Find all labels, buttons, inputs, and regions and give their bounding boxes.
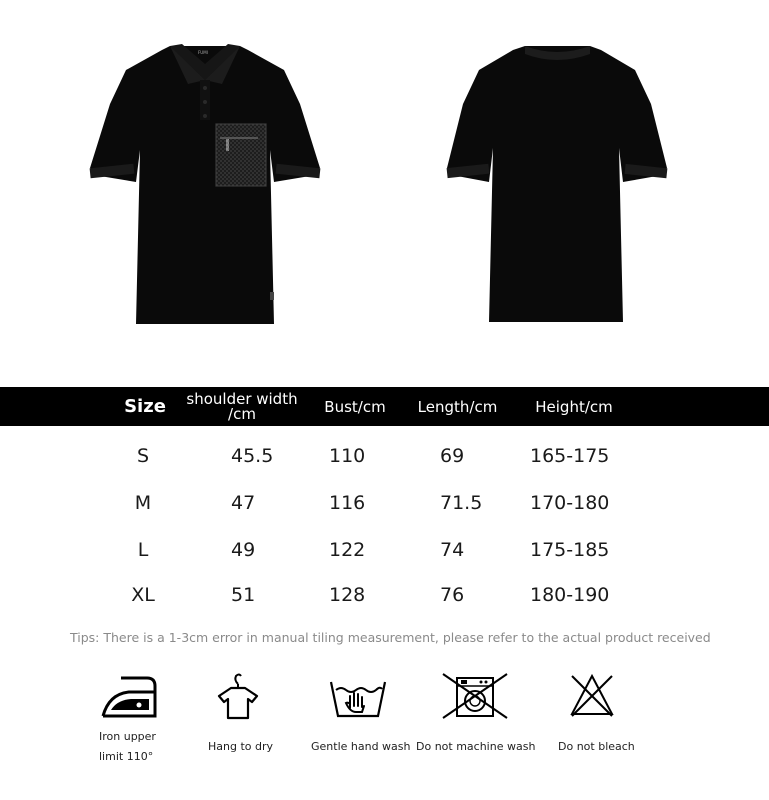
bust-cell: 110 (329, 445, 366, 467)
shoulder-cell: 45.5 (231, 445, 274, 467)
care-item-hang-dry (205, 672, 275, 782)
care-label: Do not machine wash (416, 740, 536, 753)
shoulder-cell: 47 (231, 492, 256, 514)
care-item-iron (96, 672, 166, 782)
svg-text:FUMI: FUMI (198, 50, 208, 55)
measurement-tip: Tips: There is a 1-3cm error in manual tiling measurement, please refer to the actual product received (70, 630, 711, 645)
size-cell: S (136, 445, 150, 467)
header-length: Length/cm (417, 397, 498, 416)
no-bleach-icon (569, 672, 615, 718)
header-shoulder-line2: /cm (228, 404, 256, 423)
header-bust: Bust/cm (324, 397, 386, 416)
table-row (0, 436, 769, 476)
care-item-no-machine-wash (415, 672, 535, 782)
shirt-front-image (88, 40, 323, 330)
bust-cell: 116 (329, 492, 366, 514)
header-shoulder-width (180, 387, 304, 426)
shoulder-cell: 51 (231, 584, 256, 606)
size-cell: M (134, 492, 152, 514)
care-item-hand-wash (310, 672, 410, 782)
no-machine-wash-icon (441, 672, 509, 720)
header-shoulder-line1: shoulder width (186, 389, 298, 408)
size-cell: XL (131, 584, 155, 606)
table-row (0, 483, 769, 523)
length-cell: 74 (440, 539, 465, 561)
shoulder-cell: 49 (231, 539, 256, 561)
length-cell: 69 (440, 445, 465, 467)
table-row (0, 530, 769, 570)
care-label-line1: Iron upper (99, 730, 156, 743)
header-height: Height/cm (535, 397, 613, 416)
care-label: Hang to dry (208, 740, 274, 753)
height-cell: 180-190 (530, 584, 610, 606)
shirt-back-image (445, 40, 670, 330)
height-cell: 175-185 (530, 539, 610, 561)
header-size: Size (124, 396, 166, 417)
care-label: Do not bleach (558, 740, 635, 753)
hang-dry-icon (217, 672, 259, 722)
length-cell: 76 (440, 584, 465, 606)
care-label-line2: limit 110° (99, 750, 154, 763)
product-images (0, 0, 769, 385)
bust-cell: 122 (329, 539, 366, 561)
height-cell: 170-180 (530, 492, 610, 514)
iron-icon (99, 672, 159, 724)
hand-wash-icon (328, 672, 388, 722)
size-cell: L (137, 539, 149, 561)
care-label: Gentle hand wash (311, 740, 411, 753)
length-cell: 71.5 (440, 492, 483, 514)
bust-cell: 128 (329, 584, 366, 606)
table-row (0, 575, 769, 615)
care-item-no-bleach (555, 672, 645, 782)
size-chart-header (0, 387, 769, 426)
height-cell: 165-175 (530, 445, 610, 467)
